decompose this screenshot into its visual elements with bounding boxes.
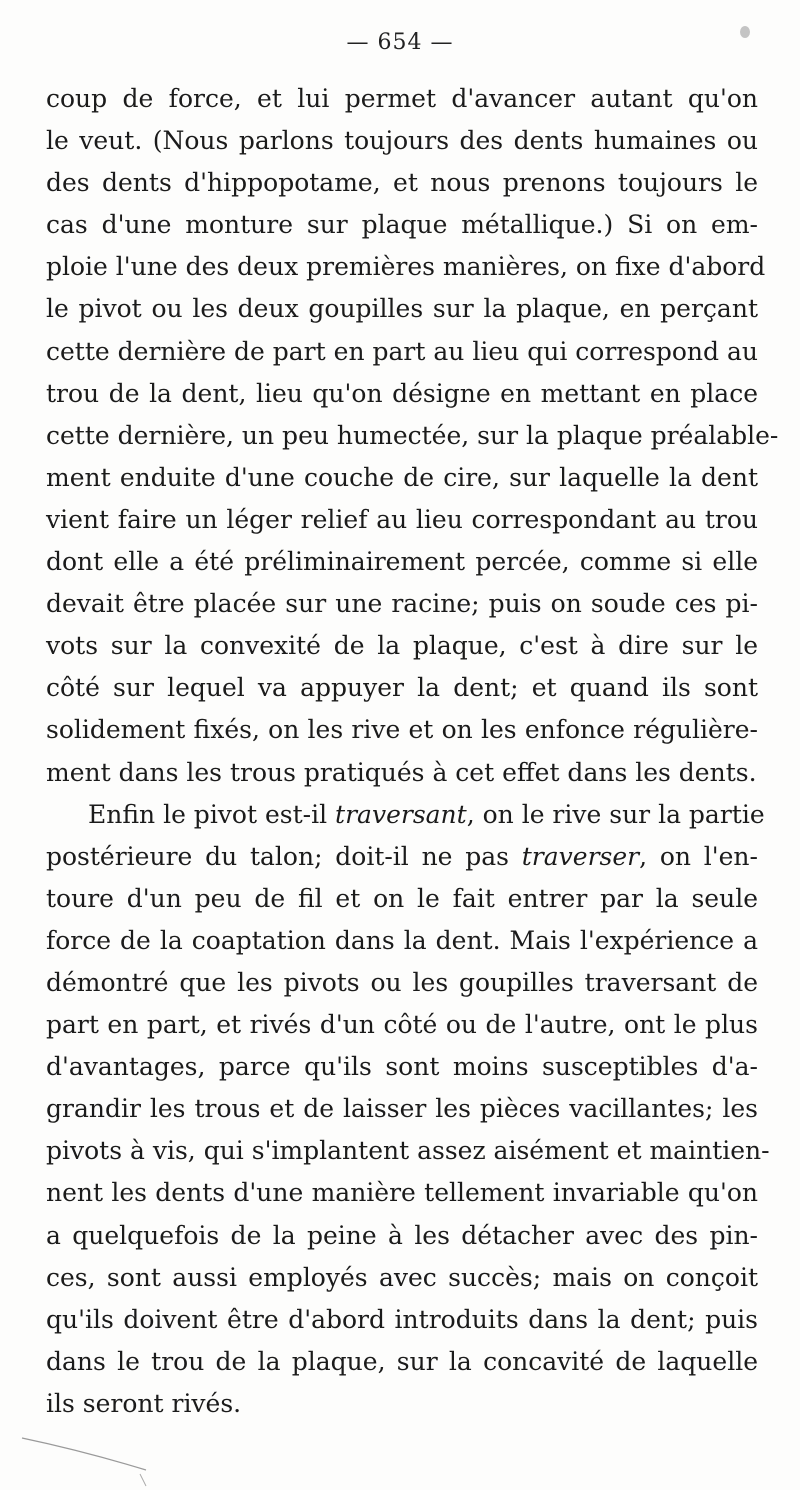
italic-term: traverser bbox=[521, 841, 640, 871]
text-line: qu'ils doivent être d'abord introduits dans la dent; puis bbox=[46, 1304, 758, 1334]
text-line: part en part, et rivés d'un côté ou de l'autre, ont le plus bbox=[46, 1010, 758, 1040]
text-line: nent les dents d'une manière tellement invariable qu'on bbox=[46, 1178, 758, 1208]
text-line: a quelquefois de la peine à les détacher avec des pin- bbox=[46, 1220, 758, 1250]
text-line: grandir les trous et de laisser les pièces vacillantes; les bbox=[46, 1094, 758, 1124]
text-line: dans le trou de la plaque, sur la concavité de laquelle bbox=[46, 1346, 758, 1376]
text-line: trou de la dent, lieu qu'on désigne en mettant en place bbox=[46, 378, 758, 408]
text-line: pivots à vis, qui s'implantent assez aisément et maintien- bbox=[46, 1136, 770, 1166]
text-line: d'avantages, parce qu'ils sont moins susceptibles d'a- bbox=[46, 1052, 758, 1082]
text-line bbox=[46, 836, 758, 878]
text-line: solidement fixés, on les rive et on les enfonce régulière- bbox=[46, 715, 758, 745]
text-line: vots sur la convexité de la plaque, c'est à dire sur le bbox=[46, 631, 758, 661]
text-line: des dents d'hippopotame, et nous prenons toujours le bbox=[46, 168, 758, 198]
text-line: vient faire un léger relief au lieu correspondant au trou bbox=[46, 504, 758, 534]
text-line: ces, sont aussi employés avec succès; mais on conçoit bbox=[46, 1262, 758, 1292]
text-line: cette dernière, un peu humectée, sur la plaque préalable- bbox=[46, 420, 779, 450]
text-line: cette dernière de part en part au lieu qui correspond au bbox=[46, 336, 758, 366]
body-text bbox=[46, 78, 779, 1425]
text-line: le pivot ou les deux goupilles sur la plaque, en perçant bbox=[46, 294, 758, 324]
text-line: ment enduite d'une couche de cire, sur laquelle la dent bbox=[46, 462, 758, 492]
text-line: le veut. (Nous parlons toujours des dents humaines ou bbox=[46, 126, 758, 156]
text-line: toure d'un peu de fil et on le fait entrer par la seule bbox=[46, 883, 758, 913]
italic-term: traversant bbox=[335, 799, 467, 829]
text-line: ment dans les trous pratiqués à cet effet dans les dents. bbox=[46, 757, 757, 787]
paragraph-start-line bbox=[46, 794, 765, 836]
page-number: — 654 — bbox=[346, 30, 454, 55]
text-line: dont elle a été préliminairement percée, comme si elle bbox=[46, 547, 758, 577]
text-line: coup de force, et lui permet d'avancer autant qu'on bbox=[46, 84, 758, 113]
text-line: côté sur lequel va appuyer la dent; et quand ils sont bbox=[46, 673, 758, 703]
text-run: Enfin le pivot est-il bbox=[88, 799, 336, 829]
text-run: postérieure du talon; doit-il ne pas bbox=[46, 841, 522, 871]
text-line: ploie l'une des deux premières manières, on fixe d'abord bbox=[46, 252, 766, 282]
text-run: , on l'en- bbox=[639, 841, 758, 871]
paper-scratch-mark bbox=[20, 1430, 150, 1490]
text-line: ils seront rivés. bbox=[46, 1388, 242, 1418]
text-line: cas d'une monture sur plaque métallique.) Si on em- bbox=[46, 210, 758, 240]
text-line: devait être placée sur une racine; puis on soude ces pi- bbox=[46, 589, 758, 619]
text-line: force de la coaptation dans la dent. Mais l'expérience a bbox=[46, 925, 758, 955]
text-line: démontré que les pivots ou les goupilles traversant de bbox=[46, 967, 758, 997]
text-run: , on le rive sur la partie bbox=[466, 799, 765, 829]
